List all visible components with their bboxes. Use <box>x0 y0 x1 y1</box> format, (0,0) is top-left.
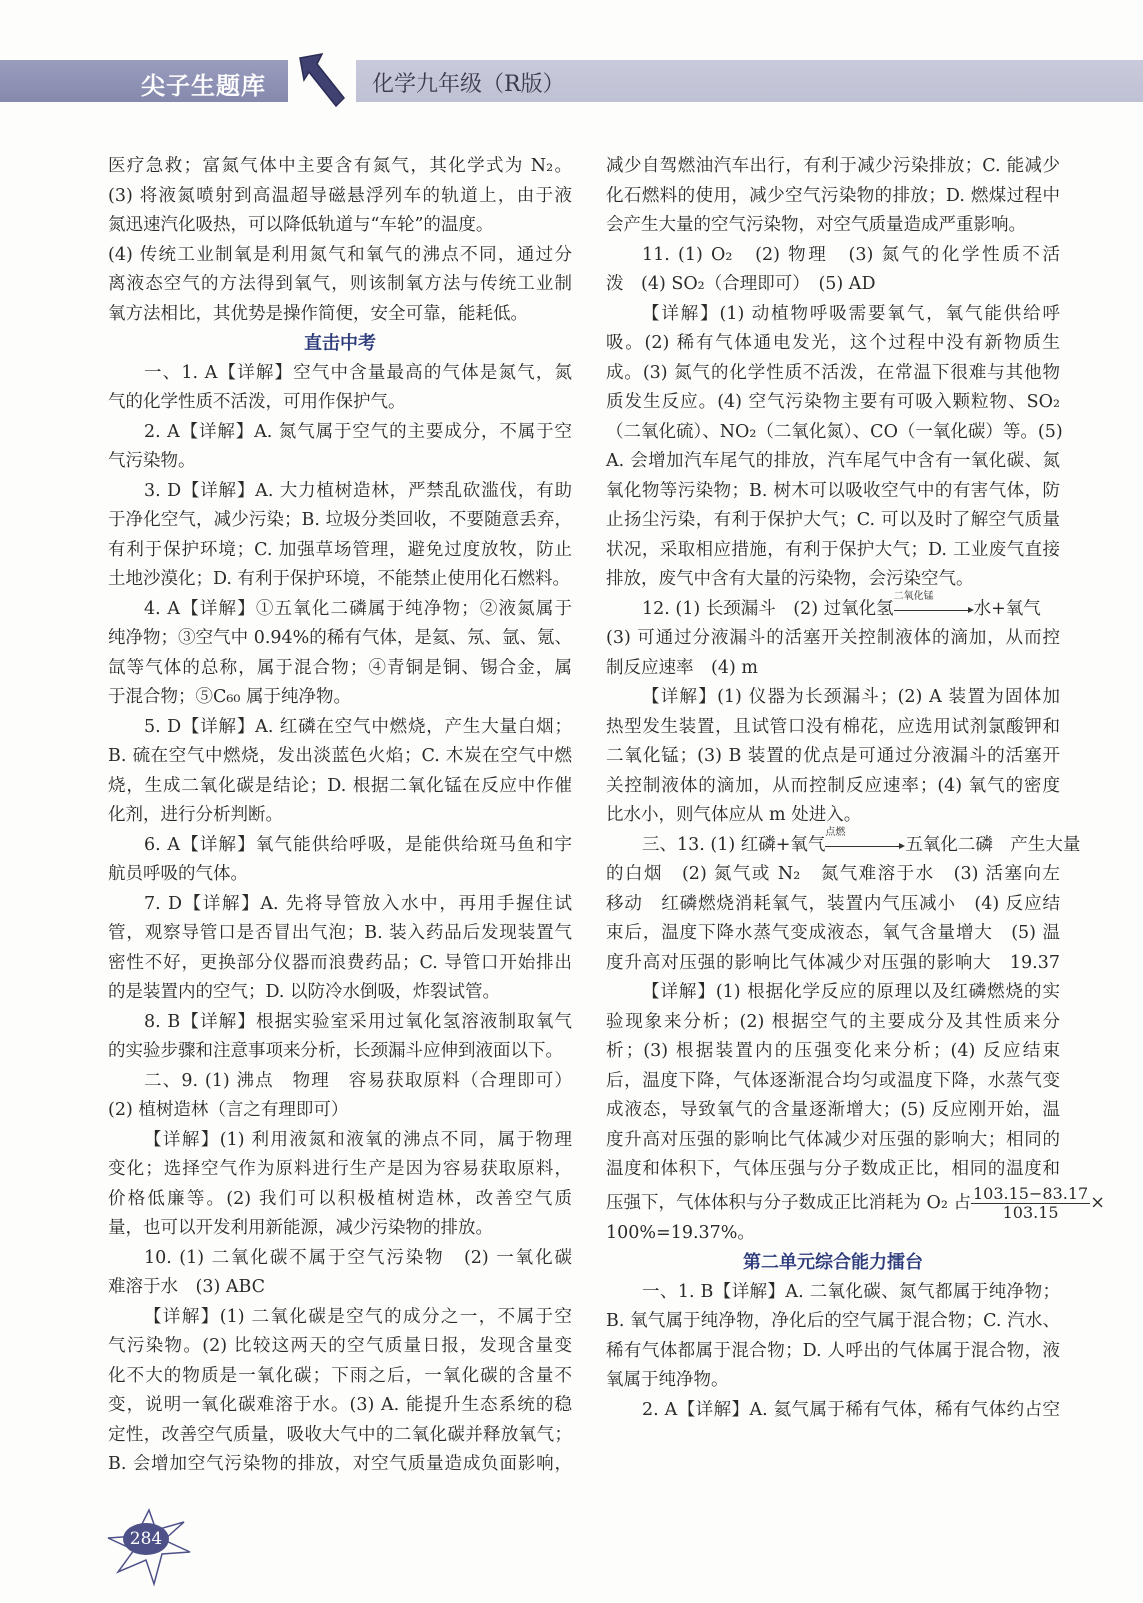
text-line: 氧化物等污染物；B. 树木可以吸收空气中的有害气体，防 <box>606 480 1060 501</box>
text-line: (4) 传统工业制氧是利用氮气和氧气的沸点不同，通过分 <box>108 244 572 265</box>
text-line: 泼 (4) SO₂（合理即可） (5) AD <box>606 274 876 294</box>
text-line: 温度和体积下，气体压强与分子数成正比，相同的温度和 <box>606 1159 1060 1179</box>
text-line: 2. A【详解】A. 氮气属于空气的主要成分，不属于空 <box>144 421 572 442</box>
text-line: 状况，采取相应措施，有利于保护大气；D. 工业废气直接 <box>606 539 1060 560</box>
text-line: 5. D【详解】A. 红磷在空气中燃烧，产生大量白烟； <box>144 716 572 737</box>
text-line: 二、9. (1) 沸点 物理 容易获取原料（合理即可） <box>144 1070 572 1091</box>
text-line: 氧方法相比，其优势是操作简便，安全可靠，能耗低。 <box>108 303 528 324</box>
formula-line <box>606 827 1081 861</box>
header-subject-block <box>356 60 1143 102</box>
text-line: 3. D【详解】A. 大力植树造林，严禁乱砍滥伐，有助 <box>144 480 572 501</box>
text-line: B. 会增加空气污染物的排放，对空气质量造成负面影响， <box>108 1454 572 1474</box>
section-heading: 第二单元综合能力擂台 <box>743 1252 923 1273</box>
text-line: 10. (1) 二氧化碳不属于空气污染物 (2) 一氧化碳 <box>144 1247 572 1268</box>
text-line: 管，观察导管口是否冒出气泡；B. 装入药品后发现装置气 <box>108 923 572 943</box>
right-column <box>606 152 1105 1425</box>
text-line: 化不大的物质是一氧化碳；下雨之后，一氧化碳的含量不 <box>108 1365 572 1386</box>
text-line: 成液态，导致氧气的含量逐渐增大；(5) 反应刚开始，温 <box>606 1100 1060 1120</box>
text-line: 6. A【详解】氧气能供给呼吸，是能供给斑马鱼和宇 <box>144 834 572 855</box>
fraction <box>971 1185 1090 1222</box>
text-line: 烧，生成二氧化碳是结论；D. 根据二氧化锰在反应中作催 <box>108 775 572 796</box>
text-line: 11. (1) O₂ (2) 物理 (3) 氮气的化学性质不活 <box>642 244 1060 265</box>
text-line: 二氧化锰；(3) B 装置的优点是可通过分液漏斗的活塞开 <box>606 746 1060 766</box>
text-line: 后，温度下降，气体逐渐混合均匀或温度下降，水蒸气变 <box>606 1070 1060 1091</box>
fraction-denominator: 103.15 <box>1002 1202 1059 1222</box>
text-line: 气的化学性质不活泼，可用作保护气。 <box>108 392 406 412</box>
formula-pre: 压强下，气体体积与分子数成正比消耗为 O₂ 占 <box>606 1192 971 1213</box>
text-line: B. 氧气属于纯净物，净化后的空气属于混合物；C. 汽水、 <box>606 1311 1060 1331</box>
text-line: (3) 可通过分液漏斗的活塞开关控制液体的滴加，从而控 <box>606 628 1060 648</box>
text-line: 【详解】(1) 仪器为长颈漏斗；(2) A 装置为固体加 <box>642 687 1060 707</box>
text-line: 氧属于纯净物。 <box>606 1370 729 1390</box>
text-line: 7. D【详解】A. 先将导管放入水中，再用手握住试 <box>144 893 572 914</box>
text-line: 会产生大量的空气污染物，对空气质量造成严重影响。 <box>606 215 1026 235</box>
text-line: 一、1. A【详解】空气中含量最高的气体是氮气，氮 <box>144 362 572 383</box>
formula-post: × <box>1090 1192 1105 1213</box>
text-line: 变，说明一氧化碳难溶于水。(3) A. 能提升生态系统的稳 <box>108 1395 572 1415</box>
text-line: 减少自驾燃油汽车出行，有利于减少污染排放；C. 能减少 <box>606 156 1060 176</box>
text-line: 【详解】(1) 二氧化碳是空气的成分之一，不属于空 <box>144 1306 572 1327</box>
text-line: (2) 植树造林（言之有理即可） <box>108 1100 349 1120</box>
text-line: 有利于保护环境；C. 加强草场管理，避免过度放牧，防止 <box>108 539 572 560</box>
series-title: 尖子生题库 <box>141 72 266 100</box>
text-line: 2. A【详解】A. 氦气属于稀有气体，稀有气体约占空 <box>642 1399 1060 1420</box>
text-line: 难溶于水 (3) ABC <box>108 1277 266 1297</box>
text-line: 离液态空气的方法得到氧气，则该制氧方法与传统工业制 <box>108 274 572 294</box>
left-column <box>108 152 572 1480</box>
arrow-line <box>825 846 901 847</box>
text-line: 气污染物。 <box>108 451 196 471</box>
subject-title: 化学九年级（R版） <box>372 72 565 97</box>
text-line: 的白烟 (2) 氮气或 N₂ 氮气难溶于水 (3) 活塞向左 <box>606 864 1060 884</box>
text-line: 于混合物；⑤C₆₀ 属于纯净物。 <box>108 687 351 707</box>
formula-pre: 三、13. (1) 红磷+氧气 <box>642 834 826 855</box>
text-line: 气污染物。(2) 比较这两天的空气质量日报，发现含量变 <box>108 1336 572 1356</box>
text-line: 吸。(2) 稀有气体通电发光，这个过程中没有新物质生 <box>606 333 1060 353</box>
text-line: 量，也可以开发利用新能源，减少污染物的排放。 <box>108 1218 493 1238</box>
header-series-block <box>0 60 288 102</box>
text-line: 土地沙漠化；D. 有利于保护环境，不能禁止使用化石燃料。 <box>108 569 571 589</box>
reaction-condition: 二氧化锰 <box>893 591 934 602</box>
text-line: 的是装置内的空气；D. 以防冷水倒吸，炸裂试管。 <box>108 982 501 1002</box>
text-line: 纯净物；③空气中 0.94%的稀有气体，是氦、氖、氩、氪、 <box>108 628 572 648</box>
text-line: 密性不好，更换部分仪器而浪费药品；C. 导管口开始排出 <box>108 952 572 973</box>
text-line: 析；(3) 根据装置内的压强变化来分析；(4) 反应结束 <box>606 1041 1060 1061</box>
reaction-condition: 点燃 <box>825 827 846 838</box>
formula-pre: 12. (1) 长颈漏斗 (2) 过氧化氢 <box>642 598 894 619</box>
formula-post: 水+氧气 <box>973 598 1041 619</box>
text-line: A. 会增加汽车尾气的排放，汽车尾气中含有一氧化碳、氮 <box>606 451 1060 471</box>
text-line: 化石燃料的使用，减少空气污染物的排放；D. 燃煤过程中 <box>606 185 1060 206</box>
text-line: 航员呼吸的气体。 <box>108 864 248 884</box>
text-line: 验现象来分析；(2) 根据空气的主要成分及其性质来分 <box>606 1011 1060 1032</box>
text-line: 定性，改善空气质量，吸收大气中的二氧化碳并释放氧气； <box>108 1424 572 1445</box>
text-line: (3) 将液氮喷射到高温超导磁悬浮列车的轨道上，由于液 <box>108 185 572 206</box>
text-line: 【详解】(1) 根据化学反应的原理以及红磷燃烧的实 <box>642 982 1060 1002</box>
text-line: 于净化空气，减少污染；B. 垃圾分类回收，不要随意丢弃， <box>108 510 572 530</box>
text-line: 质发生反应。(4) 空气污染物主要有可吸入颗粒物、SO₂ <box>606 392 1060 412</box>
text-line: 氙等气体的总称，属于混合物；④青铜是铜、锡合金，属 <box>108 657 572 678</box>
arrow-icon <box>292 52 352 108</box>
reaction-arrow <box>893 591 974 616</box>
text-line: 价格低廉等。(2) 我们可以积极植树造林，改善空气质 <box>108 1188 572 1209</box>
text-line: 成。(3) 氮气的化学性质不活泼，在常温下很难与其他物 <box>606 362 1060 383</box>
text-line: 4. A【详解】①五氧化二磷属于纯净物；②液氮属于 <box>144 598 572 619</box>
text-line: 度升高对压强的影响比气体减少对压强的影响大；相同的 <box>606 1129 1060 1150</box>
formula-line <box>606 1183 1105 1222</box>
text-line: （二氧化硫）、NO₂（二氧化氮）、CO（一氧化碳）等。(5) <box>606 421 1063 442</box>
text-line: 一、1. B【详解】A. 二氧化碳、氮气都属于纯净物； <box>642 1281 1060 1302</box>
text-line: 热型发生装置，且试管口没有棉花，应选用试剂氯酸钾和 <box>606 716 1060 737</box>
text-line: 医疗急救；富氮气体中主要含有氮气，其化学式为 N₂。 <box>108 156 572 176</box>
text-line: 化剂，进行分析判断。 <box>108 805 283 825</box>
text-line: 制反应速率 (4) m <box>606 657 758 678</box>
text-line: 束后，温度下降水蒸气变成液态，氧气含量增大 (5) 温 <box>606 923 1060 943</box>
text-line: 【详解】(1) 动植物呼吸需要氧气，氧气能供给呼 <box>642 303 1060 324</box>
text-line: 关控制液体的滴加，从而控制反应速率；(4) 氧气的密度 <box>606 775 1060 796</box>
text-line: 的实验步骤和注意事项来分析，长颈漏斗应伸到液面以下。 <box>108 1041 563 1061</box>
formula-line <box>606 591 1060 625</box>
text-line: 变化；选择空气作为原料进行生产是因为容易获取原料， <box>108 1159 572 1179</box>
text-line: 排放，废气中含有大量的污染物，会污染空气。 <box>606 569 974 589</box>
text-line: 稀有气体都属于混合物；D. 人呼出的气体属于混合物，液 <box>606 1340 1060 1361</box>
arrow-head-icon <box>968 607 974 613</box>
page-number: 284 <box>123 1523 169 1555</box>
formula-post: 五氧化二磷 产生大量 <box>905 834 1081 855</box>
text-line: 8. B【详解】根据实验室采用过氧化氢溶液制取氧气 <box>144 1011 572 1032</box>
section-heading: 直击中考 <box>304 333 376 354</box>
text-line: 【详解】(1) 利用液氮和液氧的沸点不同，属于物理 <box>144 1129 572 1150</box>
reaction-arrow <box>825 827 905 852</box>
text-line: 度升高对压强的影响比气体减少对压强的影响大 19.37 <box>606 952 1060 973</box>
text-line: 氮迅速汽化吸热，可以降低轨道与“车轮”的温度。 <box>108 215 494 235</box>
text-line: 比水小，则气体应从 m 处进入。 <box>606 805 862 825</box>
arrow-line <box>894 610 970 611</box>
text-line: 止扬尘污染，有利于保护大气；C. 可以及时了解空气质量 <box>606 510 1060 530</box>
text-line: 移动 红磷燃烧消耗氧气，装置内气压减小 (4) 反应结 <box>606 893 1060 914</box>
arrow-head-icon <box>899 843 905 849</box>
fraction-numerator: 103.15−83.17 <box>973 1183 1089 1203</box>
text-line: 100%=19.37%。 <box>606 1222 755 1243</box>
text-line: B. 硫在空气中燃烧，发出淡蓝色火焰；C. 木炭在空气中燃 <box>108 746 572 766</box>
